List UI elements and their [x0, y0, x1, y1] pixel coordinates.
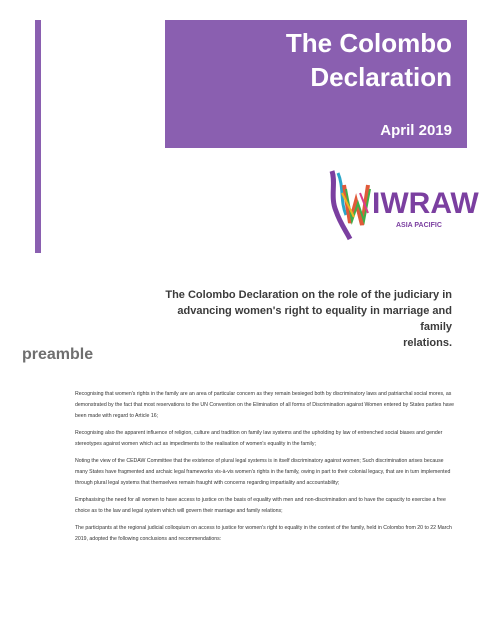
title-line-2: Declaration: [310, 62, 452, 92]
declaration-subtitle: [152, 287, 452, 351]
preamble-paragraph: The participants at the regional judicial colloquium on access to justice for women's right to equality in the context of the family, held in Colombo from 20 to 22 March 2019, adopted the following conclusions and recommendations:: [75, 525, 452, 542]
iwraw-logo: [324, 163, 479, 243]
decorative-side-bar: [35, 20, 41, 253]
logo-tagline: ASIA PACIFIC: [396, 222, 442, 229]
preamble-body: [75, 389, 457, 551]
logo-wordmark: IWRAW: [372, 187, 479, 220]
document-date: April 2019: [380, 122, 452, 139]
section-heading-preamble: preamble: [22, 346, 94, 363]
title-banner: [165, 20, 467, 148]
subtitle-line-2: advancing women's right to equality in marriage and family: [177, 305, 452, 333]
preamble-paragraph: Recognising that women's rights in the family are an area of particular concern as they remain besieged both by discriminatory laws and patriarchal social mores, as demonstrated by the fact that most reservations to the UN Convention on the Elimination of all forms of Discrimination against Women entered by States parties have been made with regard to Article 16;: [75, 391, 455, 419]
preamble-paragraph: Emphasising the need for all women to have access to justice on the basis of equality with men and non-discrimination and to have the capacity to exercise a free choice as to the law and legal system which will govern their marriage and family relations;: [75, 497, 446, 514]
title-line-1: The Colombo: [285, 28, 452, 58]
preamble-paragraph: Noting the view of the CEDAW Committee that the existence of plural legal systems is in itself discriminatory against women; Such discrimination arises because many States have fragmented and archaic legal frameworks vis-à-vis women's rights in the family, owing in part to their colonial legacy, that are in turn implemented through plural legal systems that themselves remain fraught with concerns regarding impartiality and accountability;: [75, 458, 451, 486]
logo-brush-mark: [332, 171, 370, 239]
subtitle-line-1: The Colombo Declaration on the role of the judiciary in: [165, 289, 452, 301]
preamble-paragraph: Recognising also the apparent influence of religion, culture and tradition on family law systems and the upholding by law of entrenched social biases and gender stereotypes against women which act as impediments to the realisation of women's equality in the family;: [75, 430, 443, 447]
subtitle-line-3: relations.: [403, 337, 452, 349]
document-title: [286, 26, 452, 94]
